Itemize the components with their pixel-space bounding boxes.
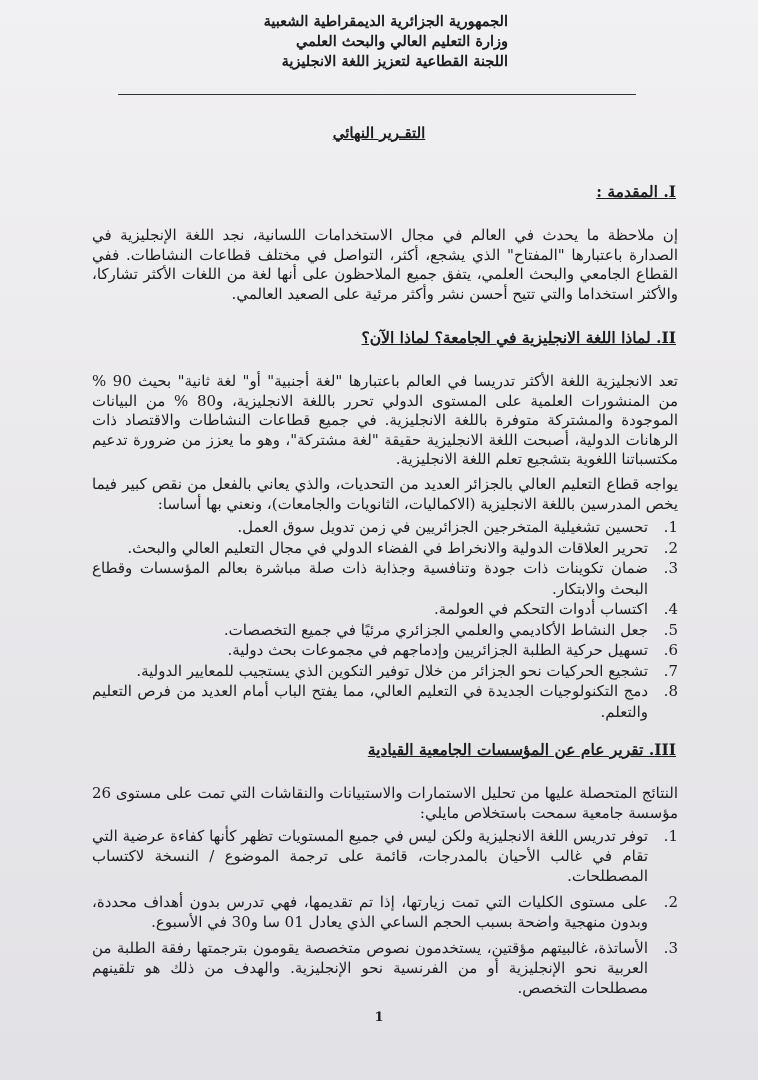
list-item: [92, 599, 678, 620]
list-item-text: دمج التكنولوجيات الجديدة في التعليم العالي، مما يفتح الباب أمام العديد من فرص التعليم والتعلم.: [92, 682, 648, 721]
section-2-paragraph-1: تعد الانجليزية اللغة الأكثر تدريسا في العالم باعتبارها "لغة أجنبية" أو" لغة ثانية" بحيث 90 % من المنشورات العلمية على المستوى الدولي تحرر باللغة الانجليزية، و80 % من البيانات الموجودة والمشتركة متوفرة باللغة الانجليزية. في جميع قطاعات النشاطات والاقتصاد ذات الرهانات الدولية، أصبحت اللغة الانجليزية حقيقة "لغة مشتركة"، وهو ما يعزز من ضرورة تدعيم مكتسباتنا اللغوية بتشجيع تعلم اللغة الانجليزية.: [92, 372, 678, 468]
list-item-text: ضمان تكوينات ذات جودة وتنافسية وجذابة ذات صلة مباشرة بعالم المؤسسات وقطاع البحث والابتكار.: [92, 559, 648, 598]
section-2-list: [92, 517, 678, 722]
list-item-text: تشجيع الحركيات نحو الجزائر من خلال توفير التكوين الذي يستجيب للمعايير الدولية.: [136, 661, 648, 680]
section-3-list: [92, 826, 678, 998]
list-item-text: تحسين تشغيلية المتخرجين الجزائريين في زمن تدويل سوق العمل.: [237, 518, 648, 536]
list-item-text: على مستوى الكليات التي تمت زيارتها، إذا تم تقديمها، فهي تدرس بدون أهداف محددة، وبدون منهجية واضحة بسبب الحجم الساعي الذي يعادل 01 سا و30 في الأسبوع.: [92, 893, 648, 931]
section-1-paragraph: إن ملاحظة ما يحدث في العالم في مجال الاستخدامات اللسانية، نجد اللغة الإنجليزية في الصدارة باعتبارها "المفتاح" الذي يشجع، أكثر، التواصل في مختلف قطاعات النشاطات. ففي القطاع الجامعي والبحث العلمي، يتفق جميع الملاحظون على أنها لغة من اللغات الأكثر تشاركا، والأكثر استخداما والتي تتيح أحسن نشر وأكثر مرئية على الصعيد العالمي.: [92, 226, 678, 303]
list-item-number: 7.: [663, 661, 678, 680]
header-committee: اللجنة القطاعية لتعزيز اللغة الانجليزية: [281, 53, 508, 70]
list-item-number: 3.: [663, 939, 678, 957]
document-title: التقـرير النهائي: [332, 124, 426, 142]
list-item-number: 1.: [663, 518, 678, 536]
list-item: [92, 517, 678, 538]
list-item: [92, 620, 678, 641]
list-item-number: 8.: [663, 682, 678, 700]
section-1-heading: I. المقدمة :: [596, 182, 676, 201]
list-item: [92, 892, 678, 932]
list-item: [92, 661, 678, 682]
list-item: [92, 938, 678, 998]
list-item-number: 2.: [663, 538, 678, 557]
list-item-number: 1.: [663, 827, 678, 845]
section-2-heading: II. لماذا اللغة الانجليزية في الجامعة؟ لماذا الآن؟: [361, 328, 676, 347]
section-2-paragraph-2: يواجه قطاع التعليم العالي بالجزائر العديد من التحديات، والذي يعاني بالفعل من نقص كبير فيما يخص المدرسين باللغة الانجليزية (الاكماليات، الثانويات والجامعات)، ونعني بها أساسا:: [92, 475, 678, 513]
list-item-text: تسهيل حركية الطلبة الجزائريين وإدماجهم في مجموعات بحث دولية.: [227, 641, 648, 659]
list-item-number: 5.: [663, 620, 678, 639]
list-item-text: جعل النشاط الأكاديمي والعلمي الجزائري مرئيًا في جميع التخصصات.: [223, 620, 648, 639]
list-item-text: توفر تدريس اللغة الانجليزية ولكن ليس في جميع المستويات تظهر كأنها كفاءة عرضية التي تقام في غالب الأحيان بالمدرجات، قائمة على ترجمة الموضوع / النسخة لاكتساب المصطلحات.: [92, 827, 648, 885]
list-item-number: 3.: [663, 559, 678, 577]
header-ministry: وزارة التعليم العالي والبحث العلمي: [296, 33, 508, 50]
list-item: [92, 681, 678, 722]
header-republic: الجمهورية الجزائرية الديمقراطية الشعبية: [263, 13, 508, 30]
header-divider: [118, 94, 636, 95]
list-item-number: 2.: [663, 893, 678, 911]
list-item: [92, 558, 678, 599]
list-item-number: 4.: [663, 600, 678, 618]
page-number: 1: [374, 1010, 384, 1025]
letterhead: [264, 12, 508, 72]
list-item-number: 6.: [663, 641, 678, 659]
list-item-text: الأساتذة، غالبيتهم مؤقتين، يستخدمون نصوص متخصصة يقومون بترجمتها رفقة الطلبة من العربية نحو الإنجليزية أو من الفرنسية نحو الإنجليزية. والهدف من ذلك هو تلقينهم مصطلحات التخصص.: [92, 939, 648, 997]
list-item: [92, 640, 678, 661]
list-item: [92, 826, 678, 886]
section-3-paragraph: النتائج المتحصلة عليها من تحليل الاستمارات والاستبيانات والنقاشات التي تمت على مستوى 26 مؤسسة جامعية سمحت باستخلاص مايلي:: [92, 784, 678, 822]
section-3-heading: III. تقرير عام عن المؤسسات الجامعية القيادية: [367, 740, 676, 759]
list-item-text: تحرير العلاقات الدولية والانخراط في الفضاء الدولي في مجال التعليم العالي والبحث.: [127, 538, 648, 557]
list-item-text: اكتساب أدوات التحكم في العولمة.: [433, 600, 648, 618]
list-item: [92, 538, 678, 559]
